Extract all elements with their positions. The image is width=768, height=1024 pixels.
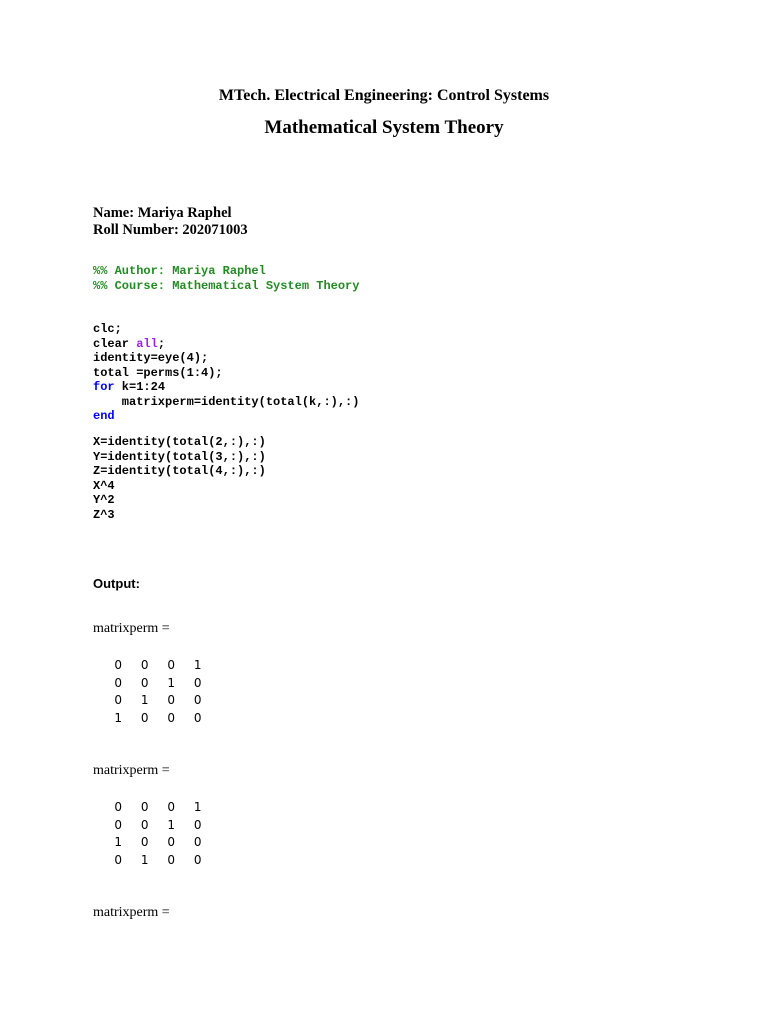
course-title: MTech. Electrical Engineering: Control Systems	[218, 87, 550, 104]
code-block-powers	[93, 435, 266, 522]
matrix-cell: 0	[167, 693, 176, 708]
matrix-label: matrixperm =	[93, 621, 170, 636]
matrix-cell: 1	[114, 835, 123, 850]
subject-title: Mathematical System Theory	[264, 117, 504, 138]
clear-argument: all	[136, 336, 158, 351]
comment-course: %% Course: Mathematical System Theory	[93, 278, 360, 293]
matrix-row	[105, 656, 211, 674]
matrix-label: matrixperm =	[93, 763, 170, 778]
matrix-cell: 0	[140, 658, 149, 672]
code-line-end: end	[93, 409, 115, 423]
student-name: Name: Mariya Raphel	[93, 205, 232, 221]
clear-suffix: ;	[157, 336, 166, 351]
code-line-x: X=identity(total(2,:),:)	[93, 435, 266, 449]
matrix-cell: 1	[193, 800, 202, 814]
matrix-row	[105, 798, 211, 816]
matrix-cell: 0	[140, 835, 149, 850]
matrix-row	[105, 674, 211, 692]
code-line-x4: X^4	[93, 478, 115, 493]
matrix-cell: 0	[167, 835, 176, 850]
for-keyword: for	[93, 380, 115, 394]
matrix-output	[105, 798, 211, 868]
matrix-cell: 0	[167, 658, 176, 672]
matrix-cell: 0	[140, 675, 149, 690]
matrix-cell: 0	[167, 852, 176, 867]
matrix-cell: 0	[193, 835, 202, 850]
matrix-row	[105, 816, 211, 834]
code-line-y2: Y^2	[93, 493, 115, 507]
matrix-cell: 1	[114, 710, 123, 725]
code-comments	[93, 264, 359, 293]
matrix-cell: 0	[193, 693, 202, 708]
matrix-cell: 1	[167, 675, 176, 690]
code-line-identity: identity=eye(4);	[93, 351, 209, 365]
matrix-cell: 0	[140, 817, 149, 832]
clear-keyword: clear	[93, 336, 137, 351]
matrix-cell: 1	[140, 852, 149, 867]
matrix-row	[105, 691, 211, 709]
matrix-cell: 0	[140, 800, 149, 814]
code-line-for	[93, 380, 165, 394]
matrix-cell: 0	[114, 817, 123, 832]
matrix-cell: 1	[140, 693, 149, 708]
matrix-cell: 0	[114, 852, 123, 867]
code-line-clear	[93, 337, 165, 351]
code-line-z: Z=identity(total(4,:),:)	[93, 464, 266, 478]
matrix-cell: 1	[167, 817, 176, 832]
matrix-cell: 0	[193, 675, 202, 690]
roll-number: Roll Number: 202071003	[93, 222, 248, 238]
matrix-cell: 0	[193, 817, 202, 832]
code-line-z3: Z^3	[93, 507, 115, 522]
matrix-label: matrixperm =	[93, 905, 170, 920]
code-line-clc: clc;	[93, 322, 122, 336]
matrix-cell: 0	[167, 710, 176, 725]
matrix-row	[105, 851, 211, 869]
matrix-cell: 0	[114, 800, 123, 814]
matrix-row	[105, 833, 211, 851]
code-line-total: total =perms(1:4);	[93, 365, 223, 380]
matrix-cell: 0	[193, 852, 202, 867]
matrix-cell: 0	[114, 658, 123, 672]
comment-author: %% Author: Mariya Raphel	[93, 264, 266, 278]
for-range: k=1:24	[114, 380, 166, 394]
matrix-cell: 1	[193, 658, 202, 672]
matrix-row	[105, 709, 211, 727]
matrix-output	[105, 656, 211, 726]
matrix-cell: 0	[140, 710, 149, 725]
matrix-cell: 0	[193, 710, 202, 725]
matrix-cell: 0	[167, 800, 176, 814]
code-line-y: Y=identity(total(3,:),:)	[93, 449, 266, 464]
code-line-loop-body: matrixperm=identity(total(k,:),:)	[93, 394, 360, 409]
matrix-cell: 0	[114, 675, 123, 690]
output-heading: Output:	[93, 576, 140, 591]
matrix-cell: 0	[114, 693, 123, 708]
code-block-main	[93, 322, 359, 424]
